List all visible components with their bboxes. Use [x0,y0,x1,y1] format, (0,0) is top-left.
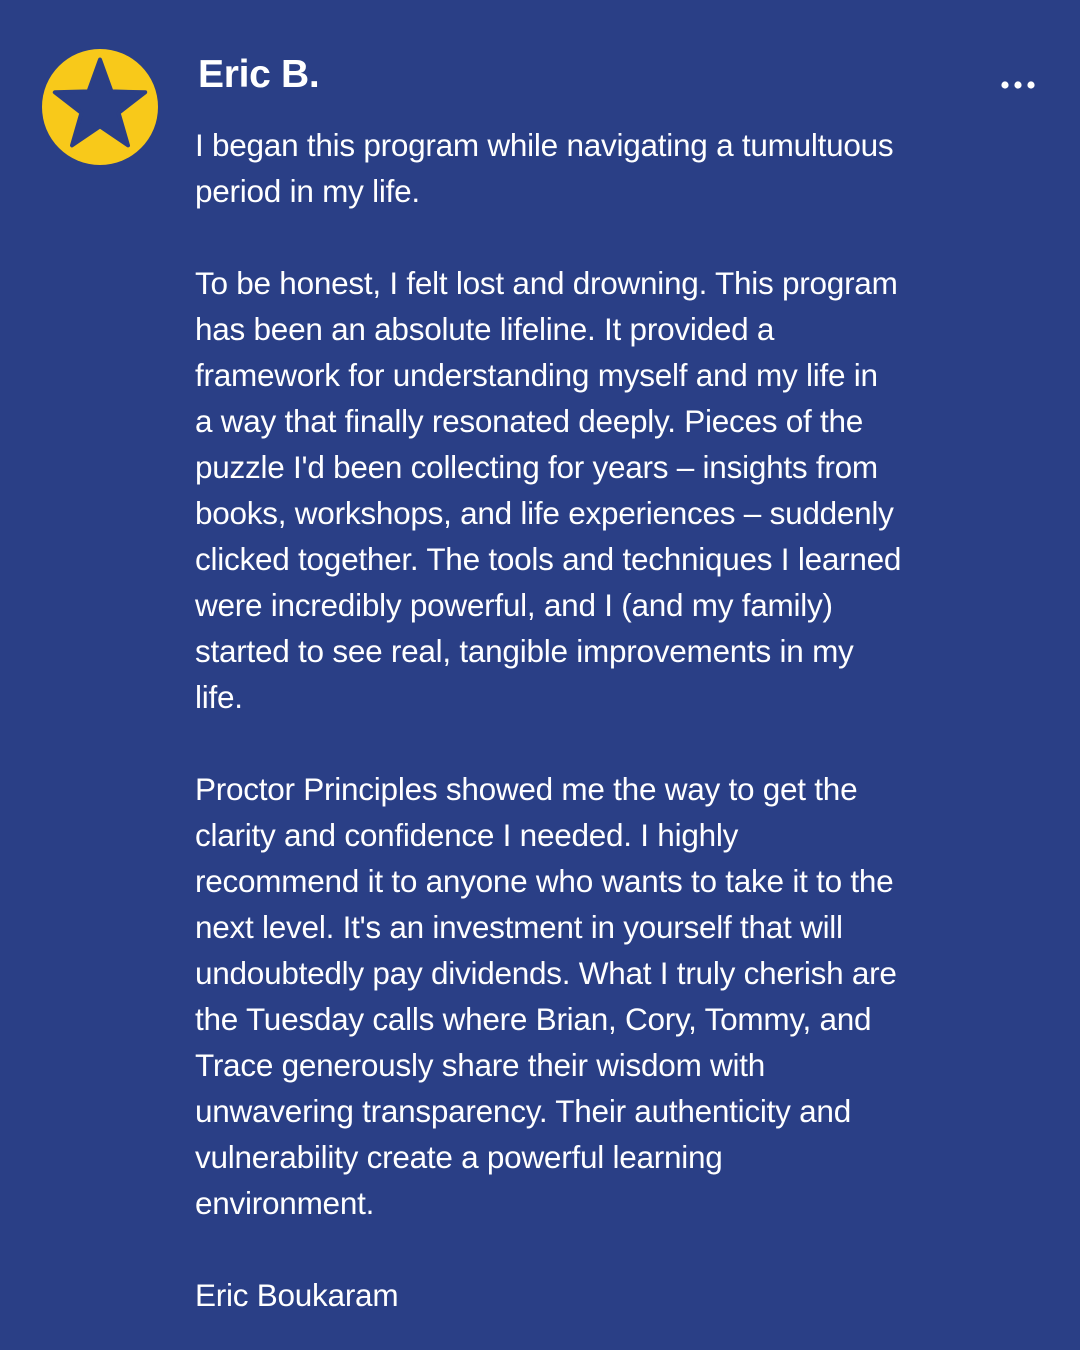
review-paragraph-1: I began this program while navigating a tumultuous period in my life. [195,127,894,209]
avatar [42,49,158,165]
review-paragraph-3: Proctor Principles showed me the way to get the clarity and confidence I needed. I highly recommend it to anyone who wants to take it to the next level. It's an investment in yourself that will undoubtedly pay dividends. What I truly cherish are the Tuesday calls where Brian, Cory, Tommy, and Trace generously share their wisdom with unwavering transparency. Their authenticity and vulnerability create a powerful learning environment. [195,771,897,1221]
review-paragraph-2: To be honest, I felt lost and drowning. This program has been an absolute lifeline. It provided a framework for understanding myself and my life in a way that finally resonated deeply. Pieces of the puzzle I'd been collecting for years – insights from books, workshops, and life experiences – suddenly clicked together. The tools and techniques I learned were incredibly powerful, and I (and my family) started to see real, tangible improvements in my life. [195,265,902,715]
author-name: Eric B. [198,53,320,96]
review-text [195,122,985,1318]
more-options-icon [994,70,1042,100]
more-options-button[interactable] [994,70,1042,100]
star-icon [42,49,158,165]
review-signature: Eric Boukaram [195,1277,399,1313]
